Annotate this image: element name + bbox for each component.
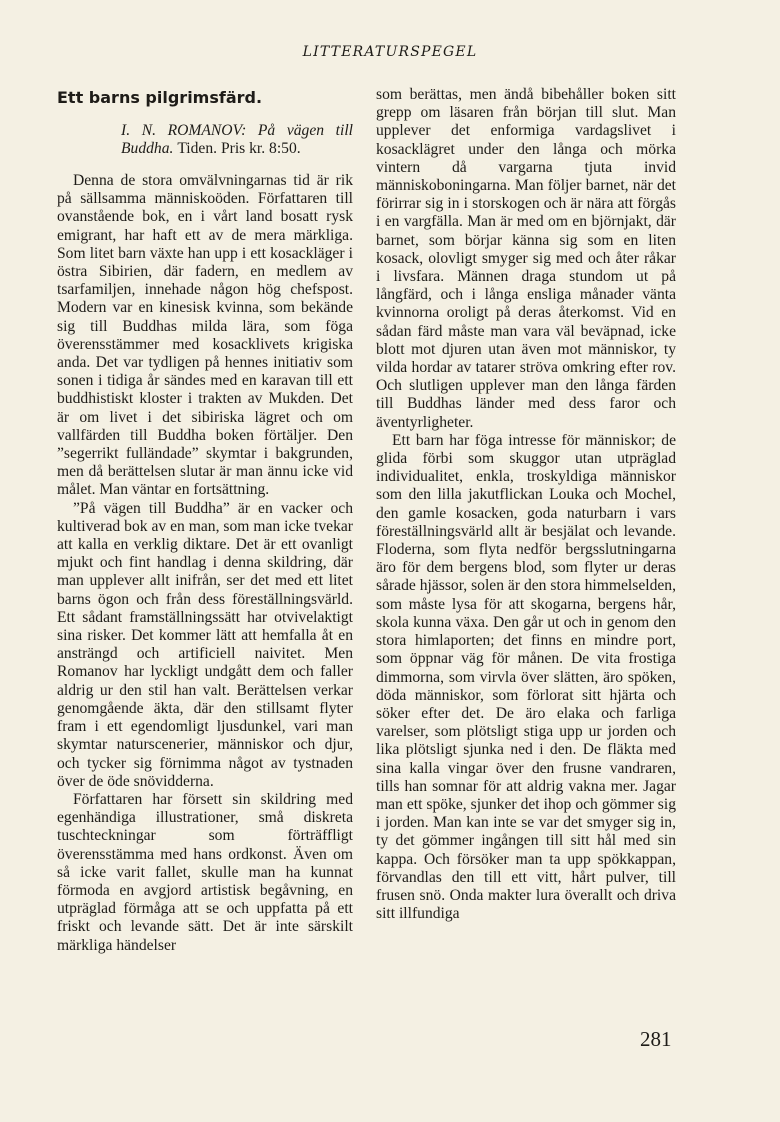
book-title: På vägen till Buddha. bbox=[121, 122, 353, 157]
paragraph: Författaren har försett sin skildring med egenhändiga illustrationer, små diskreta tuschteckningar som förträffligt överensstämma med hans ordkonst. Även om så icke varit fallet, skulle man ha kunnat förmoda en avgjord artistisk begåvning, en utpräglad förmåga att se och uppfatta på ett friskt och levande sätt. Det är inte särskilt märkliga händelser bbox=[57, 790, 353, 954]
running-head: LITTERATURSPEGEL bbox=[302, 44, 478, 60]
paragraph: Denna de stora omvälvningarnas tid är rik på sällsamma människoöden. Författaren till ovanstående bok, en i vårt land bosatt rysk emigrant, har haft ett av de mera märkliga. Som litet barn växte han upp i ett kosackläger i östra Sibirien, där fadern, en medlem av tsarfamiljen, innehade någon hög chefspost. Modern var en kinesisk kvinna, som bekände sig till Buddhas milda lära, som föga överensstämmer med kosacklivets krigiska anda. Det var tydligen på hennes initiativ som sonen i tidiga år sändes med en karavan till ett buddhistiskt kloster i trakten av Mukden. Det är om livet i det sibiriska lägret och om vallfärden till Buddha boken förtäljer. Den ”segerrikt fulländade” skymtar i bakgrunden, men då berättelsen slutar är man ännu icke vid målet. Man väntar en fortsättning. bbox=[57, 172, 353, 499]
paragraph-continuation: som berättas, men ändå bibehåller boken sitt grepp om läsaren från början till slut. Man upplever det enformiga vardagslivet i kosacklägret under den långa och mörka vintern då vargarna tjuta invid människoboningarna. Man följer barnet, när det förirrar sig in i storskogen och är nära att förgås i en vargfälla. Man är med om en björnjakt, där barnet, som börjar känna sig som en liten kosack, olovligt smyger sig med och åter råkar i livsfara. Männen draga stundom ut på långfärd, och i långa ensliga månader vänta kvinnorna oroligt på deras återkomst. Vid en sådan färd måste man vara väl beväpnad, icke blott mot djuren utan även mot människor, ty vilda hordar av tatarer ströva omkring efter rov. Och slutligen upplever man den långa färden till Buddhas länder med dess faror och äventyrligheter. bbox=[376, 86, 676, 431]
left-column bbox=[57, 86, 353, 955]
paragraph: Ett barn har föga intresse för människor; de glida förbi som skuggor utan utpräglad individualitet, enkla, troskyldiga människor som den lilla jakutflickan Louka och Mochel, den gamle kosacken, goda naturbarn i vars föreställningsvärld allt är besjälat och levande. Floderna, som flyta nedför bergsslutningarna äro för dem bergens blod, som flyter ur deras sårade hjässor, solen är den stora himmelselden, som måste lysa för att skogarna, bergens hår, skola kunna växa. Den går ut och in genom den stora himlaporten; det finns en mindre port, som öppnar väg för månen. De vita frostiga dimmorna, som virvla över slätten, äro spöken, döda människor, som förlorat sitt hjärta och söker efter det. De äro elaka och farliga varelser, som plötsligt stiga upp ur jorden och lika plötsligt sjunka ned i den. De fläkta med sina kalla vingar över den frusne vandraren, tills han somnar för att aldrig vakna mer. Jagar man ett spöke, sjunker det ihop och gömmer sig i jorden. Man kan inte se var det smyger sig in, ty det gömmer ingången till sitt hål med sin kappa. Och försöker man ta upp spökkappan, förvandlas den till ett vitt, hårt pulver, till frusen snö. Onda makter lura överallt och driva sitt illfundiga bbox=[376, 431, 676, 923]
article-title: Ett barns pilgrimsfärd. bbox=[57, 88, 263, 107]
page-number: 281 bbox=[640, 1027, 672, 1051]
right-column bbox=[376, 86, 676, 923]
book-author: I. N. ROMANOV: bbox=[121, 122, 247, 139]
paragraph: ”På vägen till Buddha” är en vacker och kultiverad bok av en man, som man icke tvekar att kalla en verklig diktare. Det är ett ovanligt mjukt och fint handlag i denna skildring, där man upplever allt inifrån, ser det med ett litet barns ögon och från dess föreställningsvärld. Ett sådant framställningssätt har otvivelaktigt sina risker. Det kommer lätt att hemfalla åt en ansträngd och artificiell naivitet. Men Romanov har lyckligt undgått dem och faller aldrig ur den stil han valt. Berättelsen verkar genomgående äkta, där den stillsamt flyter fram i ett egendomligt ljusdunkel, vari man skymtar naturscenerier, människor och djur, och tycker sig förnimma något av tystnaden över de öde snövidderna. bbox=[57, 499, 353, 790]
book-reference bbox=[57, 122, 353, 158]
book-details: Tiden. Pris kr. 8:50. bbox=[177, 140, 301, 157]
